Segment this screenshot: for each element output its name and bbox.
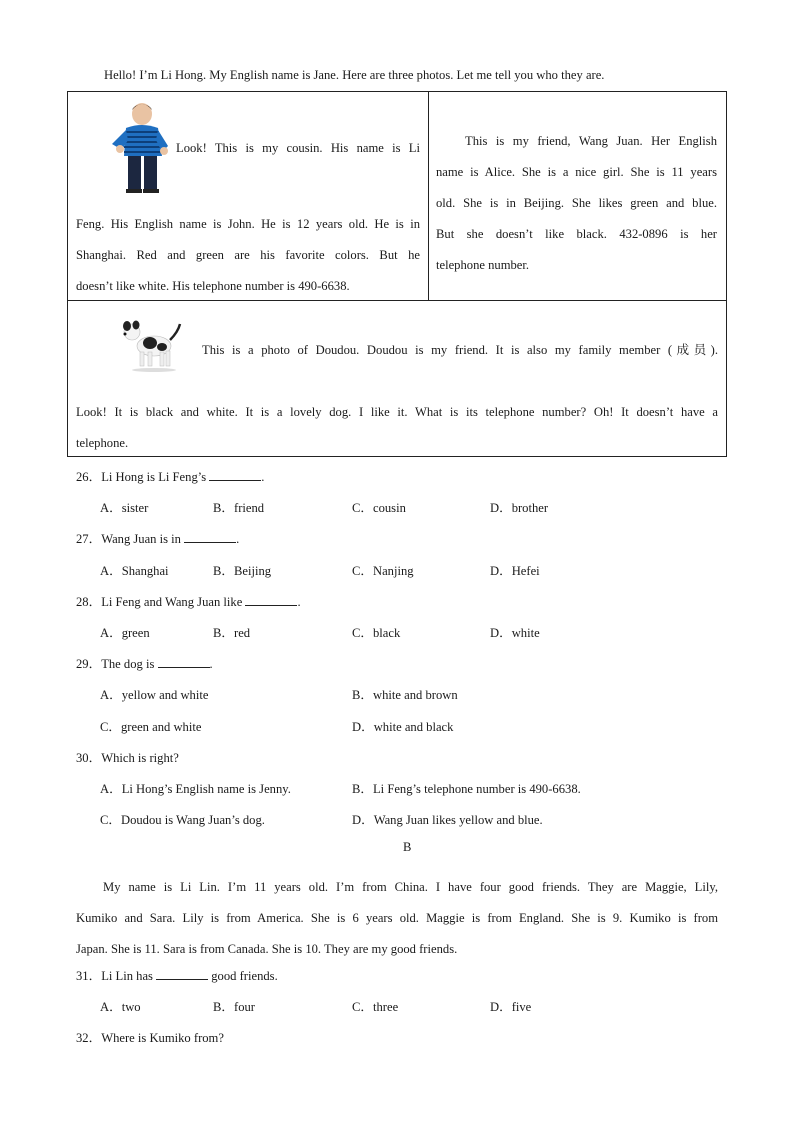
friend-paragraph xyxy=(436,126,717,281)
option-a[interactable]: A．yellow and white xyxy=(100,688,209,702)
option-d[interactable]: D．white and black xyxy=(352,720,454,734)
dog-first-line xyxy=(202,339,718,358)
answer-blank[interactable] xyxy=(209,469,261,481)
cousin-paragraph xyxy=(76,209,420,302)
question-30 xyxy=(76,747,179,766)
question-number: 29． xyxy=(76,657,102,671)
friend-line: old. She is in Beijing. She likes green and blue. xyxy=(436,196,717,210)
question-stem-end: . xyxy=(261,470,265,484)
option-b[interactable]: B．white and brown xyxy=(352,688,458,702)
question-number: 28． xyxy=(76,595,102,609)
dog-line: This is a photo of Doudou. Doudou is my friend. It is also my family member (成员). xyxy=(202,343,718,357)
question-32 xyxy=(76,1027,224,1046)
question-stem-end: . xyxy=(297,595,301,609)
question-27 xyxy=(76,528,239,547)
answer-blank[interactable] xyxy=(184,531,236,543)
option-b[interactable]: B．four xyxy=(213,1000,255,1014)
question-stem: Li Hong is Li Feng’s xyxy=(101,470,210,484)
option-c[interactable]: C．green and white xyxy=(100,720,202,734)
option-c[interactable]: C．Nanjing xyxy=(352,564,414,578)
question-stem: Wang Juan is in xyxy=(101,532,185,546)
cousin-line: Feng. His English name is John. He is 12 years old. He is in xyxy=(76,217,420,231)
option-a[interactable]: A．sister xyxy=(100,501,149,515)
question-stem-end: . xyxy=(209,657,213,671)
option-c[interactable]: C．black xyxy=(352,626,401,640)
question-stem-end: . xyxy=(236,532,240,546)
question-stem: The dog is xyxy=(101,657,158,671)
dog-paragraph xyxy=(76,397,718,459)
passage-line: My name is Li Lin. I’m 11 years old. I’m from China. I have four good friends. They are Maggie, Lily, xyxy=(103,880,718,894)
question-number: 26． xyxy=(76,470,102,484)
friend-line: This is my friend, Wang Juan. Her English xyxy=(465,134,717,148)
cousin-line: Shanghai. Red and green are his favorite colors. But he xyxy=(76,248,420,262)
dog-photo xyxy=(120,316,184,372)
question-26 xyxy=(76,466,264,485)
question-stem: Where is Kumiko from? xyxy=(101,1031,224,1045)
passage-line: Kumiko and Sara. Lily is from America. She is 6 years old. Maggie is from England. She is 9. Kumiko is from xyxy=(76,911,718,925)
friend-line: telephone number. xyxy=(436,258,530,272)
option-a[interactable]: A．green xyxy=(100,626,150,640)
option-d[interactable]: D．five xyxy=(490,1000,532,1014)
question-number: 32． xyxy=(76,1031,102,1045)
cousin-line: Look! This is my cousin. His name is Li xyxy=(176,141,420,155)
cousin-line: doesn’t like white. His telephone number is 490-6638. xyxy=(76,279,350,293)
option-d[interactable]: D．brother xyxy=(490,501,549,515)
question-number: 31． xyxy=(76,969,102,983)
option-a[interactable]: A．two xyxy=(100,1000,141,1014)
boy-photo xyxy=(104,100,176,194)
option-b[interactable]: B．Beijing xyxy=(213,564,272,578)
passage-line: Japan. She is 11. Sara is from Canada. She is 10. They are my good friends. xyxy=(76,942,458,956)
question-number: 27． xyxy=(76,532,102,546)
intro-text: Hello! I’m Li Hong. My English name is Jane. Here are three photos. Let me tell you who they are. xyxy=(104,68,605,82)
option-c[interactable]: C．Doudou is Wang Juan’s dog. xyxy=(100,813,265,827)
question-28 xyxy=(76,591,301,610)
question-number: 30． xyxy=(76,751,102,765)
cousin-first-line xyxy=(176,141,420,156)
option-a[interactable]: A．Li Hong’s English name is Jenny. xyxy=(100,782,291,796)
section-b-paragraph xyxy=(76,872,718,965)
option-c[interactable]: C．three xyxy=(352,1000,399,1014)
section-heading: B xyxy=(403,840,412,854)
question-stem: Which is right? xyxy=(101,751,179,765)
answer-blank[interactable] xyxy=(245,594,297,606)
answer-blank[interactable] xyxy=(158,656,210,668)
option-b[interactable]: B．red xyxy=(213,626,251,640)
option-d[interactable]: D．Wang Juan likes yellow and blue. xyxy=(352,813,543,827)
option-d[interactable]: D．Hefei xyxy=(490,564,540,578)
answer-blank[interactable] xyxy=(156,968,208,980)
question-stem: Li Lin has xyxy=(101,969,157,983)
option-a[interactable]: A．Shanghai xyxy=(100,564,169,578)
friend-line: But she doesn’t like black. 432-0896 is her xyxy=(436,227,717,241)
option-b[interactable]: B．Li Feng’s telephone number is 490-6638. xyxy=(352,782,581,796)
friend-line: name is Alice. She is a nice girl. She is 11 years xyxy=(436,165,717,179)
option-b[interactable]: B．friend xyxy=(213,501,265,515)
question-29 xyxy=(76,653,213,672)
question-stem: Li Feng and Wang Juan like xyxy=(101,595,246,609)
option-d[interactable]: D．white xyxy=(490,626,540,640)
dog-line: Look! It is black and white. It is a lovely dog. I like it. What is its telephone number? Oh! It doesn’t have a xyxy=(76,405,718,419)
box-divider xyxy=(428,91,429,301)
question-stem-end: good friends. xyxy=(208,969,278,983)
dog-line: telephone. xyxy=(76,436,129,450)
option-c[interactable]: C．cousin xyxy=(352,501,406,515)
question-31 xyxy=(76,965,278,984)
